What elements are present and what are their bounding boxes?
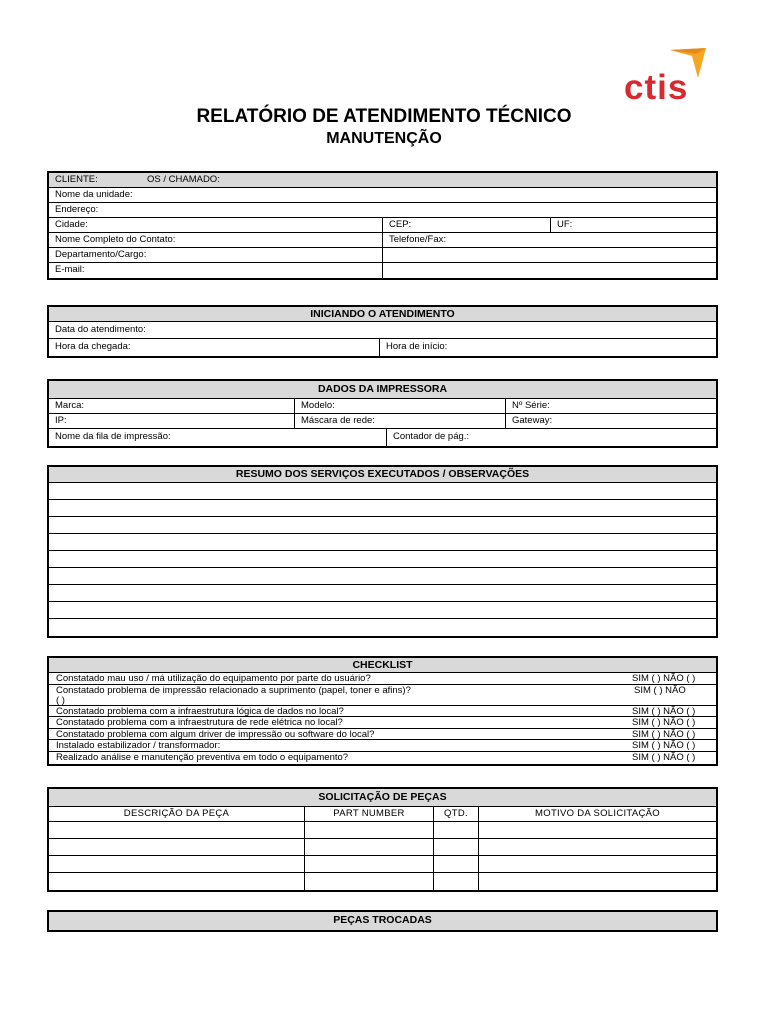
resumo-line[interactable] <box>49 517 716 534</box>
checklist-item <box>49 729 716 741</box>
checklist-answer-continued[interactable]: ( ) <box>56 694 65 706</box>
checklist-item <box>49 685 716 706</box>
checklist-item <box>49 717 716 729</box>
serie-field[interactable]: Nº Série: <box>505 399 550 413</box>
fila-row <box>49 429 716 446</box>
contato-row <box>49 233 716 248</box>
qtd-cell[interactable] <box>433 856 478 872</box>
descricao-cell[interactable] <box>49 873 304 890</box>
marca-field[interactable]: Marca: <box>55 400 85 411</box>
checklist-answer[interactable]: SIM ( ) NÃO <box>634 684 686 696</box>
solicitacao-row <box>49 856 716 873</box>
client-header-row <box>49 173 716 188</box>
modelo-field[interactable]: Modelo: <box>294 399 335 413</box>
page-title: RELATÓRIO DE ATENDIMENTO TÉCNICO <box>196 106 572 127</box>
resumo-header: RESUMO DOS SERVIÇOS EXECUTADOS / OBSERVAÇÕES <box>49 467 716 483</box>
qtd-cell[interactable] <box>433 873 478 890</box>
cidade-field[interactable]: Cidade: <box>55 219 88 230</box>
impressora-section <box>47 379 718 448</box>
motivo-cell[interactable] <box>478 839 716 855</box>
departamento-row <box>49 248 716 263</box>
resumo-section <box>47 465 718 638</box>
trocadas-section <box>47 910 718 932</box>
resumo-line[interactable] <box>49 619 716 636</box>
checklist-answer[interactable]: SIM ( ) NÃO ( ) <box>632 728 696 740</box>
departamento-field[interactable]: Departamento/Cargo: <box>55 249 147 260</box>
part-number-cell[interactable] <box>304 856 433 872</box>
part-number-cell[interactable] <box>304 873 433 890</box>
gateway-field[interactable]: Gateway: <box>505 414 552 428</box>
descricao-cell[interactable] <box>49 839 304 855</box>
data-row <box>49 322 716 339</box>
iniciando-header: INICIANDO O ATENDIMENTO <box>49 307 716 322</box>
ip-row <box>49 414 716 429</box>
resumo-line[interactable] <box>49 500 716 517</box>
resumo-line[interactable] <box>49 551 716 568</box>
chamado-field[interactable]: OS / CHAMADO: <box>147 174 220 185</box>
unidade-row <box>49 188 716 203</box>
descricao-cell[interactable] <box>49 822 304 838</box>
solicitacao-row <box>49 822 716 839</box>
iniciando-section <box>47 305 718 358</box>
checklist-question: Constatado problema de impressão relacionado a suprimento (papel, toner e afins)? <box>56 684 411 696</box>
checklist-item <box>49 752 716 764</box>
email-row <box>49 263 716 278</box>
checklist-section <box>47 656 718 766</box>
cidade-row <box>49 218 716 233</box>
ip-field[interactable]: IP: <box>55 415 67 426</box>
email-extra-field[interactable] <box>382 263 389 278</box>
resumo-line[interactable] <box>49 585 716 602</box>
solicitacao-row <box>49 839 716 856</box>
hora-inicio-field[interactable]: Hora de início: <box>379 339 447 356</box>
cliente-field[interactable]: CLIENTE: <box>55 174 98 185</box>
resumo-line[interactable] <box>49 534 716 551</box>
checklist-answer[interactable]: SIM ( ) NÃO ( ) <box>632 751 696 763</box>
checklist-question: Constatado problema com algum driver de impressão ou software do local? <box>56 728 375 740</box>
unidade-field[interactable]: Nome da unidade: <box>55 189 133 200</box>
solicitacao-header: SOLICITAÇÃO DE PEÇAS <box>49 789 716 807</box>
page-subtitle: MANUTENÇÃO <box>326 130 442 147</box>
solicitacao-columns <box>49 807 716 822</box>
data-atendimento-field[interactable]: Data do atendimento: <box>55 324 146 335</box>
mascara-field[interactable]: Máscara de rede: <box>294 414 375 428</box>
impressora-header: DADOS DA IMPRESSORA <box>49 381 716 399</box>
checklist-item <box>49 673 716 685</box>
contador-field[interactable]: Contador de pág.: <box>386 429 469 446</box>
endereco-row <box>49 203 716 218</box>
checklist-question: Constatado problema com a infraestrutura lógica de dados no local? <box>56 705 344 717</box>
logo-text: ctis <box>624 68 689 107</box>
trocadas-header: PEÇAS TROCADAS <box>49 912 716 930</box>
motivo-cell[interactable] <box>478 822 716 838</box>
part-number-cell[interactable] <box>304 822 433 838</box>
checklist-answer[interactable]: SIM ( ) NÃO ( ) <box>632 705 696 717</box>
motivo-cell[interactable] <box>478 856 716 872</box>
uf-field[interactable]: UF: <box>550 218 572 232</box>
checklist-answer[interactable]: SIM ( ) NÃO ( ) <box>632 717 696 729</box>
checklist-question: Instalado estabilizador / transformador: <box>56 740 221 752</box>
checklist-item <box>49 706 716 718</box>
resumo-line[interactable] <box>49 568 716 585</box>
col-descricao: DESCRIÇÃO DA PEÇA <box>123 808 230 819</box>
solicitacao-section <box>47 787 718 892</box>
checklist-item <box>49 740 716 752</box>
checklist-question: Constatado mau uso / má utilização do equipamento por parte do usuário? <box>56 673 371 684</box>
checklist-answer[interactable]: SIM ( ) NÃO ( ) <box>632 740 696 752</box>
endereco-field[interactable]: Endereço: <box>55 204 99 215</box>
col-motivo: MOTIVO DA SOLICITAÇÃO <box>478 807 716 821</box>
resumo-line[interactable] <box>49 483 716 500</box>
part-number-cell[interactable] <box>304 839 433 855</box>
telefone-field[interactable]: Telefone/Fax: <box>382 233 446 247</box>
col-qtd: QTD. <box>433 807 478 821</box>
resumo-line[interactable] <box>49 602 716 619</box>
email-field[interactable]: E-mail: <box>55 264 85 275</box>
qtd-cell[interactable] <box>433 839 478 855</box>
hora-chegada-field[interactable]: Hora da chegada: <box>55 341 131 352</box>
qtd-cell[interactable] <box>433 822 478 838</box>
checklist-question: Realizado análise e manutenção preventiva em todo o equipamento? <box>56 751 349 763</box>
solicitacao-row <box>49 873 716 890</box>
client-section <box>47 171 718 280</box>
descricao-cell[interactable] <box>49 856 304 872</box>
cep-field[interactable]: CEP: <box>382 218 411 232</box>
hora-row <box>49 339 716 356</box>
checklist-header: CHECKLIST <box>49 658 716 673</box>
checklist-answer[interactable]: SIM ( ) NÃO ( ) <box>632 673 696 684</box>
contato-field[interactable]: Nome Completo do Contato: <box>55 234 176 245</box>
marca-row <box>49 399 716 414</box>
col-part-number: PART NUMBER <box>304 807 433 821</box>
ctis-logo <box>622 48 714 110</box>
motivo-cell[interactable] <box>478 873 716 890</box>
departamento-extra-field[interactable] <box>382 248 389 262</box>
fila-field[interactable]: Nome da fila de impressão: <box>55 431 171 442</box>
checklist-question: Constatado problema com a infraestrutura de rede elétrica no local? <box>56 717 343 729</box>
